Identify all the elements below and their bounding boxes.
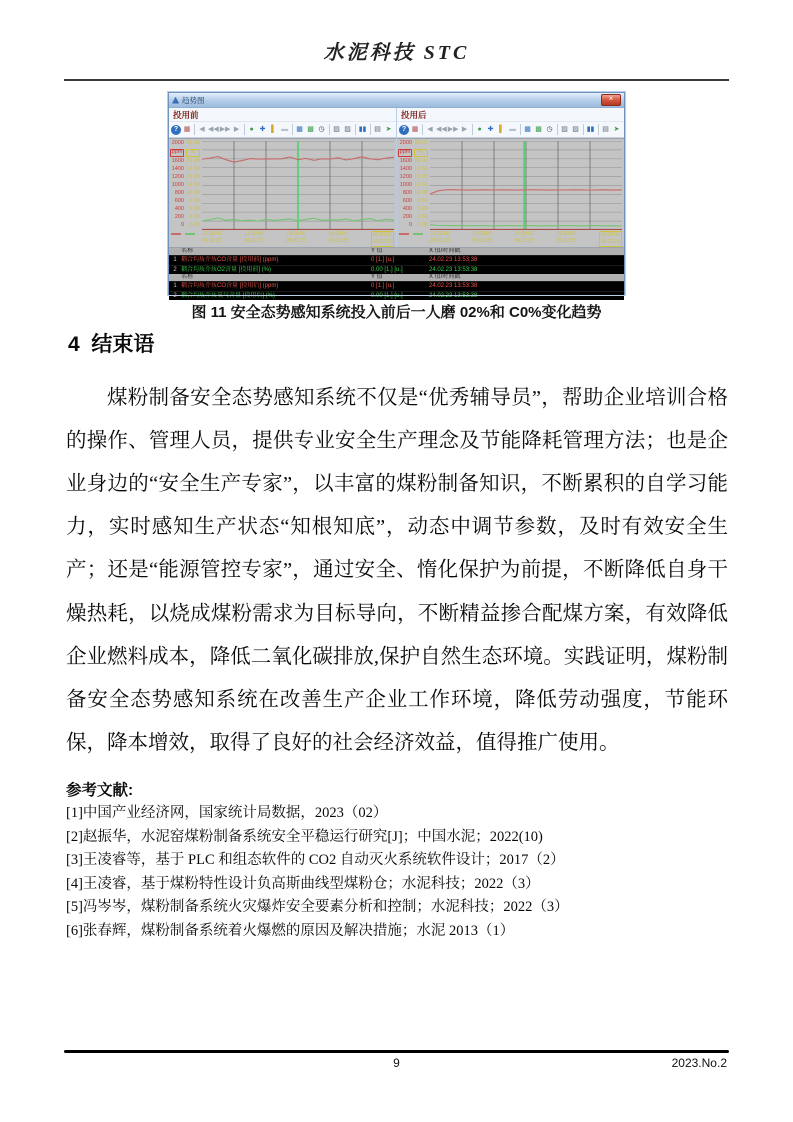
- zoom-icon[interactable]: ●: [477, 125, 482, 133]
- section-heading: 4 结束语: [68, 333, 155, 356]
- legend-row[interactable]: [169, 265, 624, 275]
- legend-cell: 耦合均质介质O2含量 [投用前] (%): [181, 266, 272, 273]
- legend-cell: [527, 282, 624, 291]
- legend-cell: 24.02.23 13:53:38: [429, 283, 478, 289]
- y-axis-percent: [413, 139, 429, 230]
- legend-header-cell: [527, 248, 624, 255]
- figure-screenshot: [168, 92, 625, 299]
- y-axis-tick: 600: [174, 198, 184, 205]
- toolbar-separator: [598, 124, 599, 135]
- y-axis-unit-label: %: [186, 149, 200, 157]
- legend-cell: [527, 266, 624, 275]
- y-axis-tick: 7.50: [189, 198, 200, 205]
- references-list: [66, 802, 666, 944]
- y-axis-tick: 2000: [171, 140, 184, 146]
- y-axis-tick: 200: [174, 214, 184, 221]
- y-axis-tick: 800: [402, 190, 412, 197]
- y-scale-icon[interactable]: ▌: [271, 125, 277, 133]
- import-curve-icon[interactable]: ▨: [572, 125, 579, 133]
- y-axis-tick: 1000: [399, 182, 412, 189]
- goto-start-icon[interactable]: ◀: [427, 125, 433, 133]
- legend-cell: 2: [173, 266, 177, 273]
- chart-area-after: [397, 138, 624, 230]
- plot-after[interactable]: [430, 141, 622, 230]
- y-axis-percent: [185, 139, 201, 230]
- fast-forward-icon[interactable]: ▶▶: [447, 125, 459, 133]
- y-axis-tick: 1200: [399, 174, 412, 181]
- reference-item: [6]张春辉，煤粉制备系统着火爆燃的原因及解决措施；水泥 2013（1）: [66, 922, 515, 939]
- legend-row[interactable]: [169, 255, 624, 265]
- y-axis-tick: 1000: [171, 182, 184, 189]
- x-axis-tick: 15:00:00 24.02.23: [328, 231, 348, 244]
- print-icon[interactable]: ▤: [374, 125, 381, 133]
- y-axis-tick: 1400: [171, 166, 184, 173]
- legend-row[interactable]: [169, 291, 624, 301]
- legend-header-cell: X 值/时间戳: [429, 274, 461, 280]
- y-axis-tick: 1600: [399, 158, 412, 165]
- pause-icon[interactable]: ▮▮: [586, 125, 595, 133]
- legend-cell: 0 [1.] [u.]: [371, 257, 395, 263]
- legend-header-cell: 名称: [181, 248, 194, 254]
- legend-cell: 1: [173, 257, 177, 263]
- pan-icon[interactable]: ✚: [487, 125, 494, 133]
- toolbar-separator: [292, 124, 293, 135]
- y-axis-tick: 2.50: [189, 214, 200, 221]
- y-axis-tick: 15.00: [414, 174, 428, 181]
- y-axis-tick: 2000: [399, 140, 412, 146]
- curves-icon[interactable]: ▩: [535, 125, 542, 133]
- y-axis-tick: 17.50: [414, 166, 428, 173]
- legend-cell: 0 [1.] [u.]: [371, 283, 395, 289]
- y-axis-ppm: [169, 139, 185, 230]
- toolbar-separator: [355, 124, 356, 135]
- issue-label: 2023.No.2: [671, 1056, 727, 1070]
- reference-item: [5]冯岑岑，煤粉制备系统火灾爆炸安全要素分析和控制；水泥科技；2022（3）: [66, 899, 569, 916]
- y-axis-tick: 5.00: [417, 206, 428, 213]
- x-axis-tick: 14:00:00 24.02.23: [286, 231, 306, 244]
- panel-before-title: 投用前: [173, 110, 199, 120]
- y-axis-tick: 1400: [399, 166, 412, 173]
- legend-cell: [527, 292, 624, 301]
- toolbar-separator: [329, 124, 330, 135]
- legend-tables: [169, 247, 624, 300]
- export-curve-icon[interactable]: ▨: [333, 125, 340, 133]
- legend-header-cell: Y 值: [371, 274, 383, 280]
- y-axis-tick: 200: [402, 214, 412, 221]
- x-axis-tick: 15:00:00 24.02.23: [556, 231, 576, 244]
- footer-rule: [64, 1050, 729, 1053]
- y-axis-tick: 1600: [171, 158, 184, 165]
- x-axis-tick[interactable]: 16:00:00 24.02.23: [371, 231, 394, 247]
- series-color-dash: [399, 233, 409, 235]
- calendar-icon[interactable]: ▦: [411, 125, 419, 133]
- legend-cell: 0.00 [1.] [u.]: [371, 266, 403, 273]
- conclusion-paragraph: 煤粉制备安全态势感知系统不仅是“优秀辅导员”，帮助企业培训合格的操作、管理人员，提供专业安全生产理念及节能降耗管理方法；也是企业身边的“安全生产专家”，以丰富的煤粉制备知识，不断累积的自学习能力，实时感知生产状态“知根知底”，动态中调节参数，及时有效安全生产；还是“能源管控专家”，通过安全、惰化保护为前提，不断降低自身干燥热耗，以烧成煤粉需求为目标导向，不断精益掺合配煤方案，有效降低企业燃料成本，降低二氧化碳排放,保护自然生态环境。实践证明，煤粉制备安全态势感知系统在改善生产企业工作环境，降低劳动强度，节能环保，降本增效，取得了良好的社会经济效益，值得推广使用。: [66, 386, 728, 755]
- zoom-icon[interactable]: ●: [249, 125, 254, 133]
- legend-header-row: [169, 248, 624, 255]
- y-axis-tick: 0: [180, 222, 184, 229]
- y-axis-tick: 10.00: [186, 190, 200, 197]
- panel-after-title: 投用后: [401, 110, 427, 120]
- pan-icon[interactable]: ✚: [259, 125, 266, 133]
- chart-panels: [169, 108, 624, 247]
- figure-caption: 图 11 安全态势感知系统投入前后一人磨 02%和 C0%变化趋势: [191, 304, 602, 321]
- x-scale-icon[interactable]: ▬: [509, 125, 517, 133]
- export-curve-icon[interactable]: ▨: [561, 125, 568, 133]
- y-axis-tick: 7.50: [417, 198, 428, 205]
- clock-icon[interactable]: ◷: [546, 125, 553, 133]
- y-axis-tick: 600: [402, 198, 412, 205]
- legend-cell: 1: [173, 283, 177, 289]
- y-axis-tick: 10.00: [414, 190, 428, 197]
- legend-cell: 耦合均质介质氧气含量 [投用后] (%): [181, 292, 275, 299]
- y-axis-tick: 400: [402, 206, 412, 213]
- y-axis-tick: 2.50: [417, 214, 428, 221]
- x-axis-before: [169, 230, 396, 247]
- legend-cell: 24.02.23 13:53:38: [429, 257, 478, 263]
- y-axis-tick: 17.50: [186, 166, 200, 173]
- toolbar-separator: [472, 124, 473, 135]
- y-axis-tick: 1200: [171, 174, 184, 181]
- toolbar-separator: [370, 124, 371, 135]
- header-rule: [64, 79, 729, 81]
- y-axis-unit-label: ppm: [171, 149, 183, 156]
- pause-icon[interactable]: ▮▮: [358, 125, 367, 133]
- y-axis-tick: 0: [408, 222, 412, 229]
- legend-header-cell: [527, 274, 624, 281]
- series-color-samples: [397, 230, 430, 247]
- fast-back-icon[interactable]: ◀◀: [208, 125, 219, 133]
- goto-start-icon[interactable]: ◀: [199, 125, 205, 133]
- toolbar-separator: [244, 124, 245, 135]
- y-axis-tick: 0.00: [189, 222, 200, 229]
- toolbar-separator: [194, 124, 195, 135]
- x-axis-tick: 12:00:00 24.02.23: [202, 231, 222, 244]
- fast-back-icon[interactable]: ◀◀: [436, 125, 447, 133]
- y-axis-ppm: [397, 139, 413, 230]
- x-axis-tick: 12:00:00 24.02.23: [430, 231, 450, 244]
- grid-icon[interactable]: ▦: [296, 125, 303, 133]
- panel-after: [397, 108, 624, 247]
- legend-cell: 24.02.23 13:53:38: [429, 292, 478, 299]
- y-axis-tick: 25.00: [414, 140, 428, 146]
- legend-cell: 2: [173, 292, 177, 299]
- save-icon[interactable]: ➤: [613, 125, 620, 133]
- curves-icon[interactable]: ▩: [307, 125, 314, 133]
- legend-cell: 耦合均质介质CO含量 [投用前] (ppm): [181, 257, 279, 263]
- toolbar-separator: [520, 124, 521, 135]
- series-color-samples: [169, 230, 202, 247]
- print-icon[interactable]: ▤: [602, 125, 609, 133]
- clock-icon[interactable]: ◷: [318, 125, 325, 133]
- reference-item: [3]王凌睿等，基于 PLC 和组态软件的 CO2 自动灭火系统软件设计；2017（2）: [66, 852, 565, 869]
- x-scale-icon[interactable]: ▬: [281, 125, 289, 133]
- toolbar-separator: [422, 124, 423, 135]
- grid-icon[interactable]: ▦: [524, 125, 531, 133]
- legend-cell: 耦合均质介质CO含量 [投用后] (ppm): [181, 283, 279, 289]
- y-axis-tick: 20.00: [414, 158, 428, 165]
- legend-cell: 0.00 [1.] [u.]: [371, 292, 403, 299]
- legend-header-cell: Y 值: [371, 248, 383, 254]
- panel-before: [169, 108, 397, 247]
- fast-forward-icon[interactable]: ▶▶: [219, 125, 231, 133]
- journal-header: 水泥科技 STC: [323, 42, 470, 64]
- toolbar-separator: [557, 124, 558, 135]
- goto-end-icon[interactable]: ▶: [461, 125, 468, 133]
- goto-end-icon[interactable]: ▶: [233, 125, 240, 133]
- legend-header-row: [169, 274, 624, 281]
- y-axis-tick: 15.00: [186, 174, 200, 181]
- references-heading: 参考文献:: [66, 782, 134, 799]
- help-icon[interactable]: ?: [399, 125, 409, 135]
- toolbar-before: [169, 121, 396, 138]
- legend-header-cell: X 值/时间戳: [429, 248, 461, 254]
- app-icon: [172, 97, 179, 104]
- series-color-dash: [413, 233, 423, 235]
- y-axis-tick: 0.00: [417, 222, 428, 229]
- legend-cell: [527, 256, 624, 265]
- save-icon[interactable]: ➤: [385, 125, 392, 133]
- window-titlebar[interactable]: [169, 93, 624, 108]
- reference-item: [1]中国产业经济网，国家统计局数据，2023（02）: [66, 805, 388, 821]
- calendar-icon[interactable]: ▦: [183, 125, 191, 133]
- x-axis-after: [397, 230, 624, 247]
- x-axis-tick: 13:00:00 24.02.23: [472, 231, 492, 244]
- window-title: 趋势图: [182, 95, 205, 105]
- reference-item: [2]赵振华，水泥窑煤粉制备系统安全平稳运行研究[J]；中国水泥；2022(10): [66, 828, 543, 845]
- x-axis-tick: 14:00:00 24.02.23: [514, 231, 534, 244]
- series-color-dash: [171, 233, 181, 235]
- legend-header-cell: [169, 248, 181, 255]
- y-axis-tick: 400: [174, 206, 184, 213]
- toolbar-separator: [583, 124, 584, 135]
- y-axis-unit-label: %: [414, 149, 428, 157]
- legend-cell: 24.02.23 13:53:38: [429, 266, 478, 273]
- y-axis-tick: 12.50: [414, 182, 428, 189]
- plot-before[interactable]: [202, 141, 394, 230]
- import-curve-icon[interactable]: ▨: [344, 125, 351, 133]
- page-number: 9: [393, 1056, 400, 1070]
- y-axis-unit-label: ppm: [399, 149, 411, 156]
- help-icon[interactable]: ?: [171, 125, 181, 135]
- x-axis-tick[interactable]: 16:00:00 24.02.23: [599, 231, 622, 247]
- y-axis-tick: 20.00: [186, 158, 200, 165]
- chart-area-before: [169, 138, 396, 230]
- legend-header-cell: [169, 274, 181, 281]
- reference-item: [4]王凌睿，基于煤粉特性设计负高斯曲线型煤粉仓；水泥科技；2022（3）: [66, 875, 540, 892]
- close-icon[interactable]: [601, 94, 621, 106]
- y-axis-tick: 12.50: [186, 182, 200, 189]
- x-axis-tick: 13:00:00 24.02.23: [244, 231, 264, 244]
- legend-row[interactable]: [169, 281, 624, 291]
- series-color-dash: [185, 233, 195, 235]
- toolbar-after: [397, 121, 624, 138]
- trend-window: [168, 92, 625, 299]
- y-axis-tick: 5.00: [189, 206, 200, 213]
- y-axis-tick: 800: [174, 190, 184, 197]
- legend-header-cell: 名称: [181, 274, 194, 280]
- y-axis-tick: 25.00: [186, 140, 200, 146]
- y-scale-icon[interactable]: ▌: [499, 125, 505, 133]
